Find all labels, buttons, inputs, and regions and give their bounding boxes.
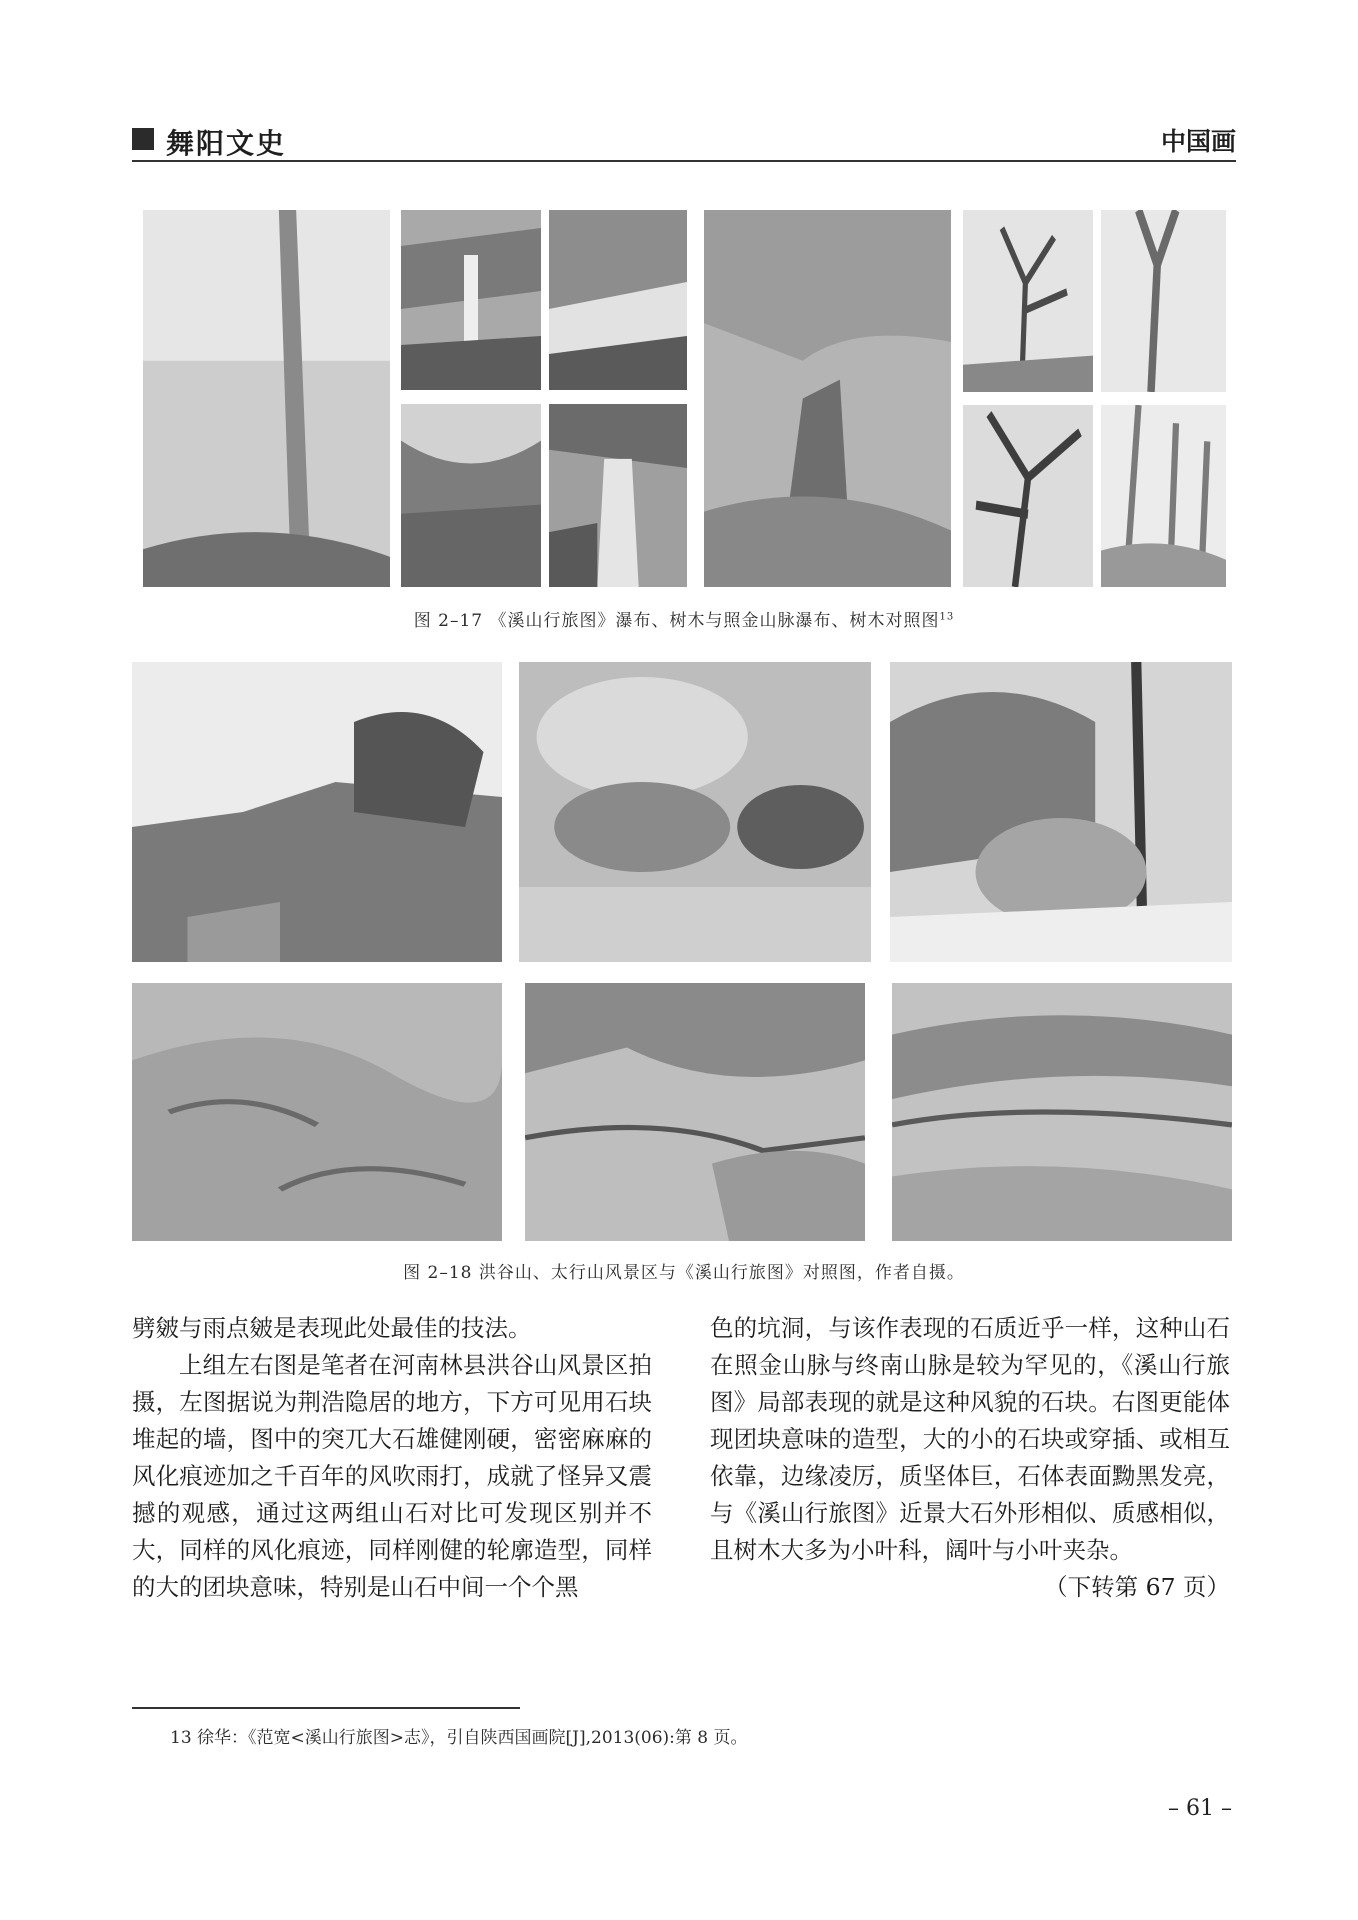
photo-tree-4 [1101,405,1226,587]
figure-caption-2-18: 图 2–18 洪谷山、太行山风景区与《溪山行旅图》对照图，作者自摄。 [403,1263,965,1283]
figure-caption-2-17 [132,606,1236,631]
header-rule [132,160,1236,162]
photo-waterfall-1 [401,210,541,390]
continued-note: （下转第 67 页） [1044,1573,1230,1601]
footnote: 13 徐华：《范宽<溪山行旅图>志》，引自陕西国画院[J],2013(06):第 8 页。 [170,1728,748,1748]
body-column-right [710,1310,1230,1606]
painting-waterfall-detail [143,210,390,587]
running-header [132,124,1236,160]
painting-rock-detail-2 [525,983,865,1241]
body-column-left [132,1310,652,1606]
footnote-rule [132,1707,520,1709]
photo-tree-3 [963,405,1093,587]
painting-rock-detail-3 [892,983,1232,1241]
paragraph: 色的坑洞，与该作表现的石质近乎一样，这种山石在照金山脉与终南山脉是较为罕见的，《溪山行旅图》局部表现的就是这种风貌的石块。右图更能体现团块意味的造型，大的小的石块或穿插、或相互依靠，边缘凌厉，质坚体巨，石体表面黝黑发亮，与《溪山行旅图》近景大石外形相似、质感相似，且树木大多为小叶科，阔叶与小叶夹杂。 [710,1314,1230,1564]
photo-hongushan-cliff [132,662,502,962]
photo-waterfall-2 [549,210,687,390]
paragraph: 上组左右图是笔者在河南林县洪谷山风景区拍摄，左图据说为荆浩隐居的地方，下方可见用石块堆起的墙，图中的突兀大石雄健刚硬，密密麻麻的风化痕迹加之千百年的风吹雨打，成就了怪异又震撼的观感，通过这两组山石对比可发现区别并不大，同样的风化痕迹，同样刚健的轮廓造型，同样的大的团块意味，特别是山石中间一个个黑 [132,1351,652,1601]
photo-forest-rocks [890,662,1232,962]
page-number: – 61 – [1168,1796,1232,1821]
paragraph: 劈皴与雨点皴是表现此处最佳的技法。 [132,1314,532,1342]
photo-boulders-stream [519,662,871,962]
photo-waterfall-4 [549,404,687,587]
header-square-icon [132,128,154,150]
photo-tree-1 [963,210,1093,392]
footnote-ref: 13 [939,611,955,623]
photo-tree-2 [1101,210,1226,392]
section-title: 中国画 [1160,127,1236,156]
caption-text: 图 2–17 《溪山行旅图》瀑布、树木与照金山脉瀑布、树木对照图 [413,611,940,631]
journal-title: 舞阳文史 [166,127,287,160]
painting-rock-detail-1 [132,983,502,1241]
painting-trees-detail [704,210,951,587]
photo-waterfall-3 [401,404,541,587]
